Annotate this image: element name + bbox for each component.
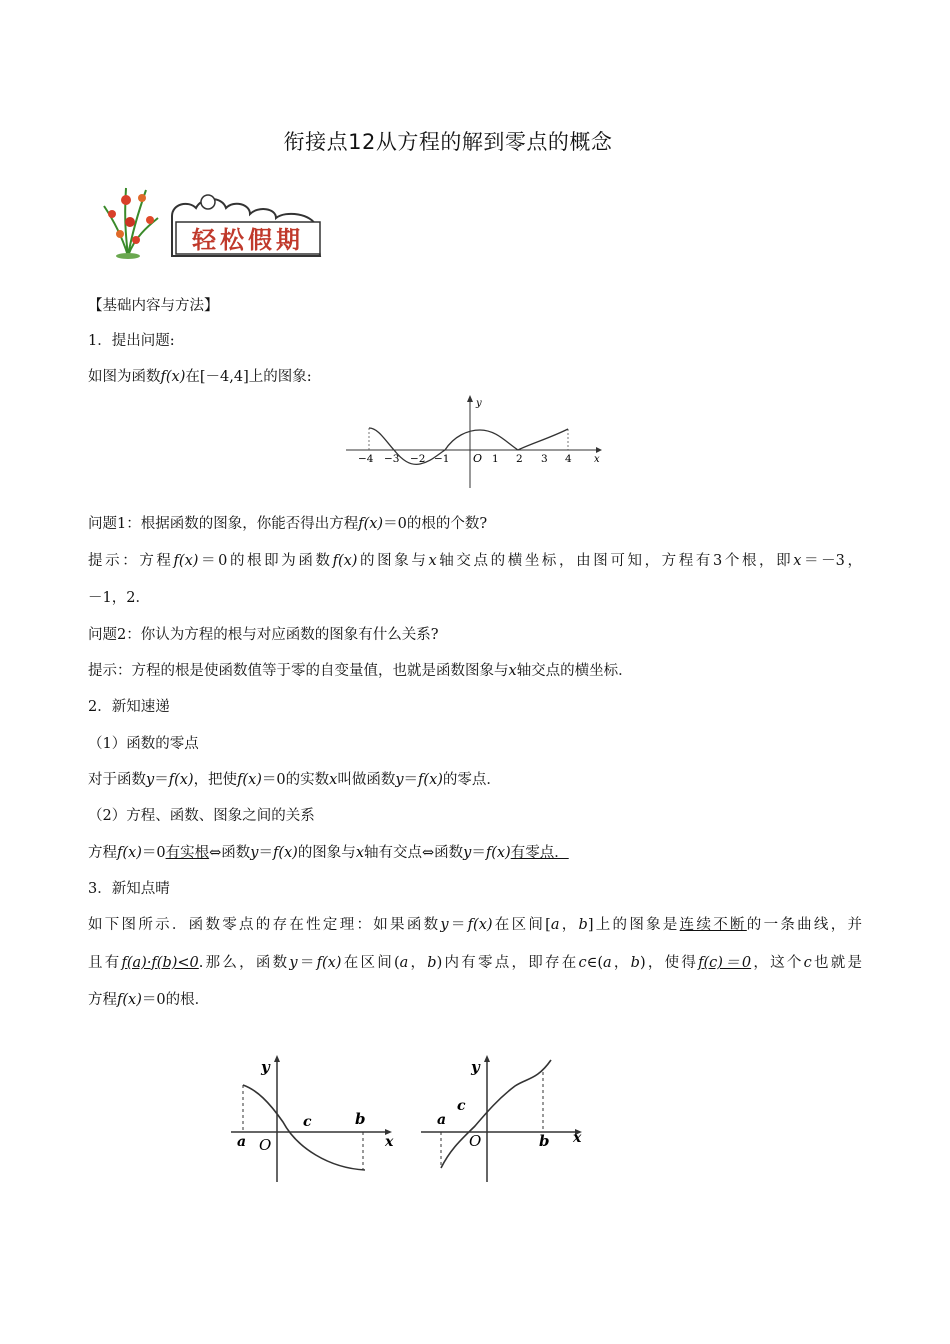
tick-label: 4 (565, 453, 572, 465)
heading-3: 3．新知点晴 (88, 881, 170, 897)
tick-label: 3 (541, 453, 548, 465)
x-axis-label: x (385, 1134, 394, 1150)
heading-1: 1．提出问题: (88, 333, 175, 349)
x-axis-label: x (573, 1130, 582, 1146)
tick-label: 1 (492, 453, 499, 465)
hint-2: 提示：方程的根是使函数值等于零的自变量值，也就是函数图象与x轴交点的横坐标． (88, 663, 633, 679)
zero-definition: 对于函数y＝f(x)，把使f(x)＝0的实数x叫做函数y＝f(x)的零点． (88, 772, 501, 788)
function-graph-1 (340, 392, 605, 492)
a-label: a (437, 1112, 447, 1128)
y-axis-label: y (261, 1058, 270, 1076)
subheading-zero: （1）函数的零点 (88, 736, 199, 752)
function-curve (441, 1060, 551, 1168)
origin-label: O (259, 1136, 272, 1154)
origin-label: O (469, 1132, 482, 1150)
b-label: b (355, 1110, 366, 1128)
theorem-line-3: 方程f(x)＝0的根． (88, 992, 210, 1008)
x-ticks (358, 453, 572, 465)
hint-1: 提示：方程f(x)＝0的根即为函数f(x)的图象与x轴交点的横坐标，由图可知，方程有3个根，即x＝－3， (88, 553, 862, 569)
a-label: a (237, 1134, 247, 1150)
hint-1-cont: －1，2． (88, 590, 150, 606)
graph1-intro: 如图为函数f(x)在[－4,4]上的图象: (88, 369, 312, 385)
tick-label: −4 (358, 453, 374, 465)
cloud-banner-icon (172, 195, 320, 256)
tick-label: −3 (384, 453, 400, 465)
section-header: 【基础内容与方法】 (88, 298, 219, 314)
origin-label: O (473, 452, 483, 465)
tick-label: −1 (434, 453, 450, 465)
logo-text: 轻松假期 (192, 226, 304, 254)
page-title: 衔接点12从方程的解到零点的概念 (283, 130, 613, 154)
theorem-line-1: 如下图所示．函数零点的存在性定理：如果函数y＝f(x)在区间[a，b]上的图象是连续不断的一条曲线，并 (88, 917, 862, 933)
c-label: c (303, 1114, 312, 1130)
b-label: b (539, 1132, 550, 1150)
question-1: 问题1：根据函数的图象，你能否得出方程f(x)＝0的根的个数? (88, 516, 488, 532)
zero-theorem-graph-increasing (415, 1052, 590, 1184)
tick-label: 2 (516, 453, 523, 465)
holiday-logo (98, 178, 338, 260)
heading-2: 2．新知速递 (88, 699, 170, 715)
y-axis-label: y (476, 398, 482, 409)
theorem-line-2: 且有f(a)·f(b)<0.那么，函数y＝f(x)在区间(a，b)内有零点，即存在c∈(a，b)，使得f(c)＝0，这个c也就是 (88, 955, 862, 971)
x-axis-label: x (594, 454, 600, 465)
c-label: c (457, 1098, 466, 1114)
zero-theorem-graph-decreasing (225, 1052, 400, 1184)
y-axis-label: y (471, 1058, 480, 1076)
question-2: 问题2：你认为方程的根与对应函数的图象有什么关系? (88, 627, 439, 643)
tick-label: −2 (410, 453, 426, 465)
subheading-relation: （2）方程、函数、图象之间的关系 (88, 808, 315, 824)
relation-statement: 方程f(x)＝0有实根⇔函数y＝f(x)的图象与x轴有交点⇔函数y＝f(x)有零点． (88, 845, 569, 861)
flower-icon (104, 188, 158, 259)
